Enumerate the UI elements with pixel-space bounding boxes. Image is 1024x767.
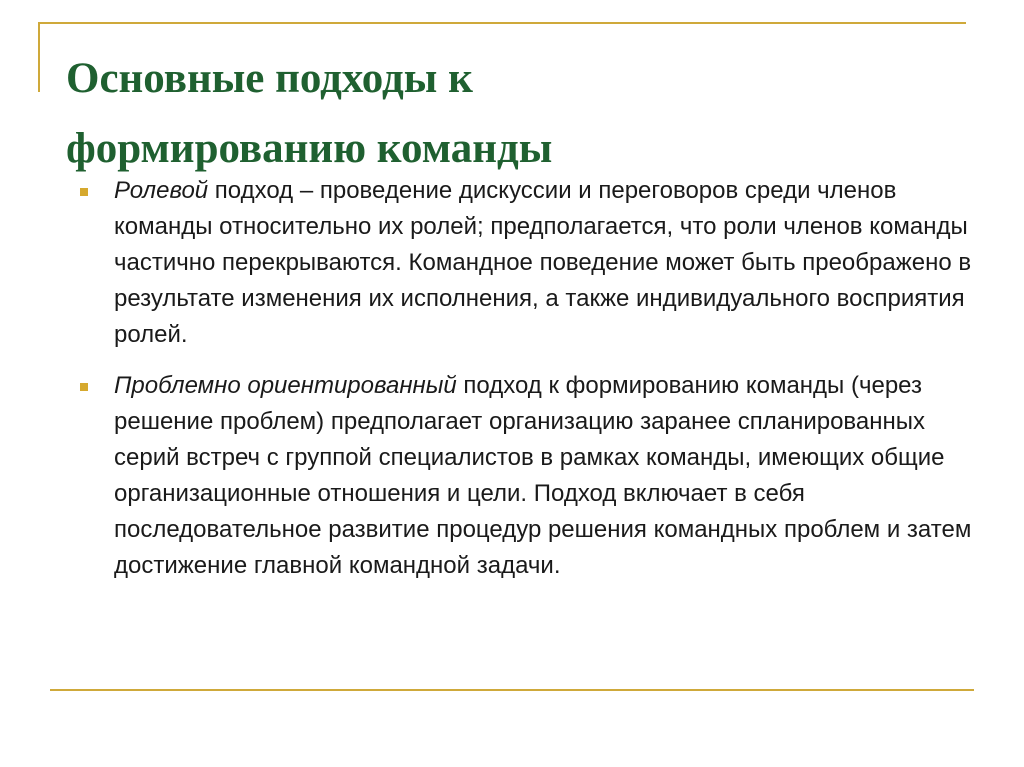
item-term: Проблемно ориентированный: [114, 372, 457, 399]
bullet-list: [80, 173, 980, 584]
title-line-1: Основные подходы к: [66, 55, 473, 102]
square-bullet-icon: [80, 188, 88, 196]
left-divider: [38, 22, 40, 92]
bottom-divider: [50, 689, 974, 691]
title-line-2: формированию команды: [66, 125, 553, 172]
top-divider: [38, 22, 966, 24]
item-text: подход – проведение дискуссии и переговоров среди членов команды относительно их ролей; предполагается, что роли членов команды частично перекрываются. Командное поведение может быть преображено в результате изменения их исполнения, а также индивидуального восприятия ролей.: [114, 177, 972, 348]
item-text: подход к формированию команды (через решение проблем) предполагает организацию заранее спланированных серий встреч с группой специалистов в рамках команды, имеющих общие организационные отношения и цели. Подход включает в себя последовательное развитие процедур решения командных проблем и затем достижение главной командной задачи.: [114, 372, 972, 579]
slide-title: [66, 44, 966, 184]
item-term: Ролевой: [114, 177, 209, 204]
list-item-problem-approach: [80, 368, 980, 584]
list-item-role-approach: [80, 173, 980, 353]
square-bullet-icon: [80, 383, 88, 391]
